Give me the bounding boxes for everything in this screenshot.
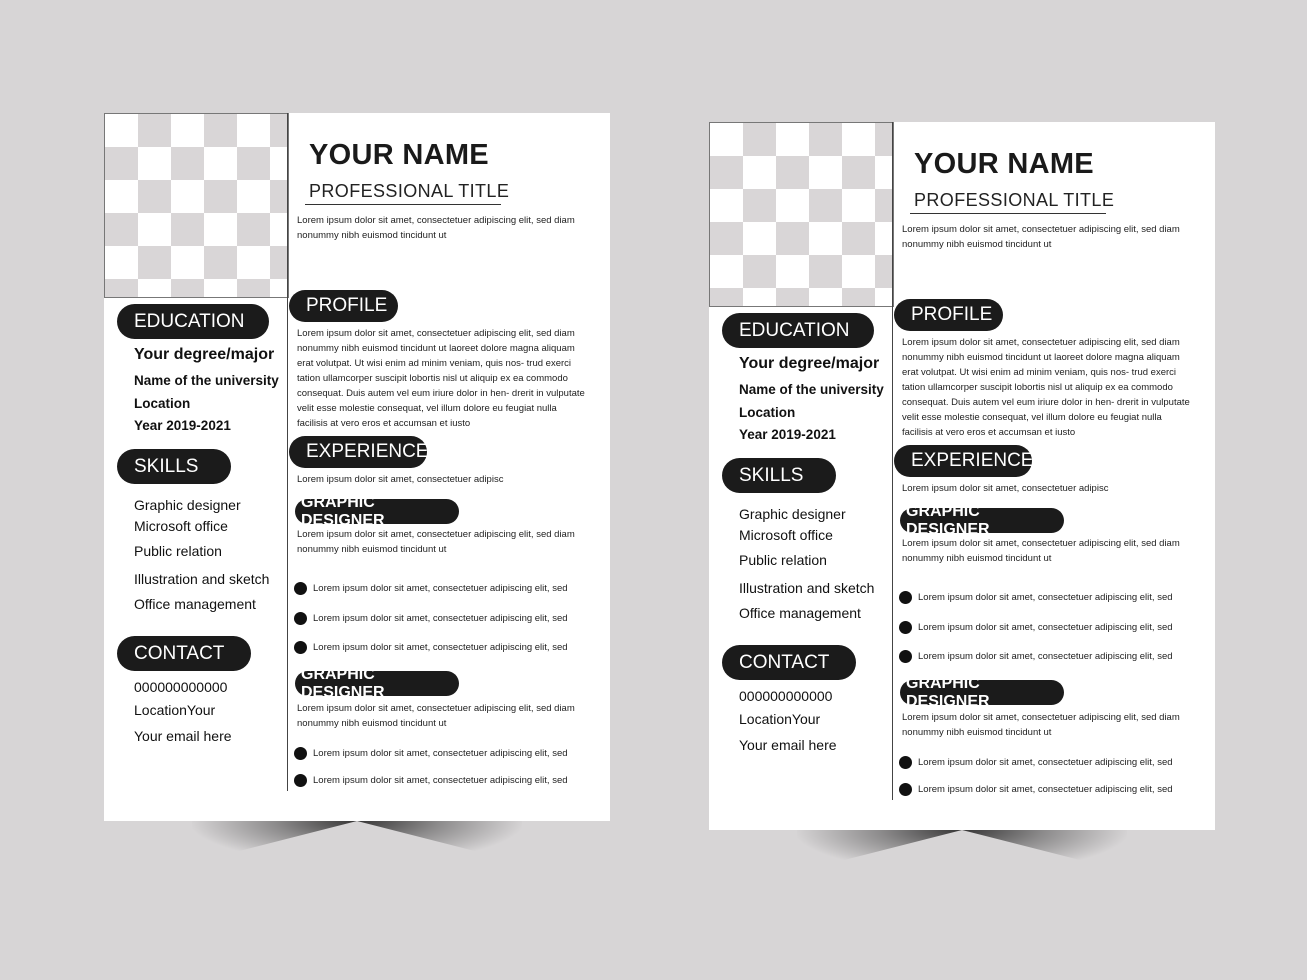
- job-bullet: Lorem ipsum dolor sit amet, consectetuer adipiscing elit, sed: [899, 783, 1173, 796]
- education-university: Name of the university: [134, 373, 279, 388]
- contact-email: Your email here: [134, 728, 232, 744]
- bullet-icon: [294, 774, 307, 787]
- job-title: GRAPHIC DESIGNER: [295, 499, 459, 524]
- bullet-icon: [899, 756, 912, 769]
- job-bullet: Lorem ipsum dolor sit amet, consectetuer adipiscing elit, sed: [294, 747, 568, 760]
- experience-heading: EXPERIENCE: [894, 445, 1032, 477]
- job-bullet: Lorem ipsum dolor sit amet, consectetuer adipiscing elit, sed: [899, 756, 1173, 769]
- experience-intro: Lorem ipsum dolor sit amet, consectetuer adipisc: [297, 474, 504, 485]
- skill-item: Office management: [134, 596, 256, 612]
- education-university: Name of the university: [739, 382, 884, 397]
- education-heading: EDUCATION: [117, 304, 269, 339]
- job-description: Lorem ipsum dolor sit amet, consectetuer adipiscing elit, sed diam nonummy nibh euismod tincidunt ut: [297, 703, 575, 729]
- job-title: GRAPHIC DESIGNER: [900, 680, 1064, 705]
- professional-title: PROFESSIONAL TITLE: [309, 181, 510, 201]
- resume-page-right: [709, 122, 1215, 830]
- education-location: Location: [134, 396, 191, 411]
- job-bullet: Lorem ipsum dolor sit amet, consectetuer adipiscing elit, sed: [294, 612, 568, 625]
- job-description: Lorem ipsum dolor sit amet, consectetuer adipiscing elit, sed diam nonummy nibh euismod tincidunt ut: [297, 529, 575, 555]
- skills-heading: SKILLS: [117, 449, 231, 484]
- skill-item: Microsoft office: [739, 527, 833, 543]
- job-bullet: Lorem ipsum dolor sit amet, consectetuer adipiscing elit, sed: [294, 774, 568, 787]
- contact-phone: 000000000000: [739, 688, 833, 704]
- contact-heading: CONTACT: [722, 645, 856, 680]
- job-bullet: Lorem ipsum dolor sit amet, consectetuer adipiscing elit, sed: [899, 621, 1173, 634]
- education-degree: Your degree/major: [739, 355, 880, 372]
- job-title: GRAPHIC DESIGNER: [900, 508, 1064, 533]
- skill-item: Microsoft office: [134, 518, 228, 534]
- intro-text: Lorem ipsum dolor sit amet, consectetuer adipiscing elit, sed diam nonummy nibh euismod tincidunt ut: [902, 224, 1180, 250]
- education-location: Location: [739, 405, 796, 420]
- job-description: Lorem ipsum dolor sit amet, consectetuer adipiscing elit, sed diam nonummy nibh euismod tincidunt ut: [902, 538, 1180, 564]
- title-underline: [910, 213, 1106, 214]
- bullet-icon: [294, 612, 307, 625]
- experience-intro: Lorem ipsum dolor sit amet, consectetuer adipisc: [902, 483, 1109, 494]
- skill-item: Public relation: [134, 543, 222, 559]
- bullet-icon: [899, 783, 912, 796]
- job-bullet: Lorem ipsum dolor sit amet, consectetuer adipiscing elit, sed: [899, 591, 1173, 604]
- profile-heading: PROFILE: [894, 299, 1003, 331]
- education-degree: Your degree/major: [134, 346, 275, 363]
- bullet-icon: [899, 650, 912, 663]
- skill-item: Office management: [739, 605, 861, 621]
- bullet-icon: [899, 621, 912, 634]
- job-title: GRAPHIC DESIGNER: [295, 671, 459, 696]
- contact-location: LocationYour: [134, 702, 216, 718]
- education-year: Year 2019-2021: [134, 418, 231, 433]
- bullet-icon: [294, 641, 307, 654]
- contact-email: Your email here: [739, 737, 837, 753]
- bullet-icon: [294, 747, 307, 760]
- contact-location: LocationYour: [739, 711, 821, 727]
- resume-name: YOUR NAME: [309, 139, 489, 171]
- skill-item: Graphic designer: [739, 506, 846, 522]
- column-divider: [892, 122, 893, 800]
- skill-item: Illustration and sketch: [134, 571, 270, 587]
- resume-name: YOUR NAME: [914, 148, 1094, 180]
- contact-phone: 000000000000: [134, 679, 228, 695]
- education-year: Year 2019-2021: [739, 427, 836, 442]
- job-bullet: Lorem ipsum dolor sit amet, consectetuer adipiscing elit, sed: [294, 641, 568, 654]
- title-underline: [305, 204, 501, 205]
- intro-text: Lorem ipsum dolor sit amet, consectetuer adipiscing elit, sed diam nonummy nibh euismod tincidunt ut: [297, 215, 575, 241]
- photo-placeholder: [709, 122, 894, 307]
- job-description: Lorem ipsum dolor sit amet, consectetuer adipiscing elit, sed diam nonummy nibh euismod tincidunt ut: [902, 712, 1180, 738]
- professional-title: PROFESSIONAL TITLE: [914, 190, 1115, 210]
- skill-item: Illustration and sketch: [739, 580, 875, 596]
- bullet-icon: [294, 582, 307, 595]
- photo-placeholder: [104, 113, 289, 298]
- column-divider: [287, 113, 288, 791]
- profile-text: Lorem ipsum dolor sit amet, consectetuer adipiscing elit, sed diam nonummy nibh euismod tincidunt ut laoreet dolore magna aliquam erat volutpat. Ut wisi enim ad minim veniam, quis nos- trud exerci tation ullamcorper suscipit lobortis nisl ut aliquip ex ea commodo consequat. Duis autem vel eum iriure dolor in hen- drerit in vulputate velit esse molestie consequat, vel illum dolore eu feugiat nulla facilisis at vero eros et accumsan et iusto: [297, 328, 585, 429]
- contact-heading: CONTACT: [117, 636, 251, 671]
- experience-heading: EXPERIENCE: [289, 436, 427, 468]
- education-heading: EDUCATION: [722, 313, 874, 348]
- skill-item: Graphic designer: [134, 497, 241, 513]
- skill-item: Public relation: [739, 552, 827, 568]
- job-bullet: Lorem ipsum dolor sit amet, consectetuer adipiscing elit, sed: [899, 650, 1173, 663]
- profile-text: Lorem ipsum dolor sit amet, consectetuer adipiscing elit, sed diam nonummy nibh euismod tincidunt ut laoreet dolore magna aliquam erat volutpat. Ut wisi enim ad minim veniam, quis nos- trud exerci tation ullamcorper suscipit lobortis nisl ut aliquip ex ea commodo consequat. Duis autem vel eum iriure dolor in hen- drerit in vulputate velit esse molestie consequat, vel illum dolore eu feugiat nulla facilisis at vero eros et accumsan et iusto: [902, 337, 1190, 438]
- resume-page-left: [104, 113, 610, 821]
- profile-heading: PROFILE: [289, 290, 398, 322]
- job-bullet: Lorem ipsum dolor sit amet, consectetuer adipiscing elit, sed: [294, 582, 568, 595]
- bullet-icon: [899, 591, 912, 604]
- skills-heading: SKILLS: [722, 458, 836, 493]
- page-shadow: [797, 830, 1127, 872]
- page-shadow: [192, 821, 522, 863]
